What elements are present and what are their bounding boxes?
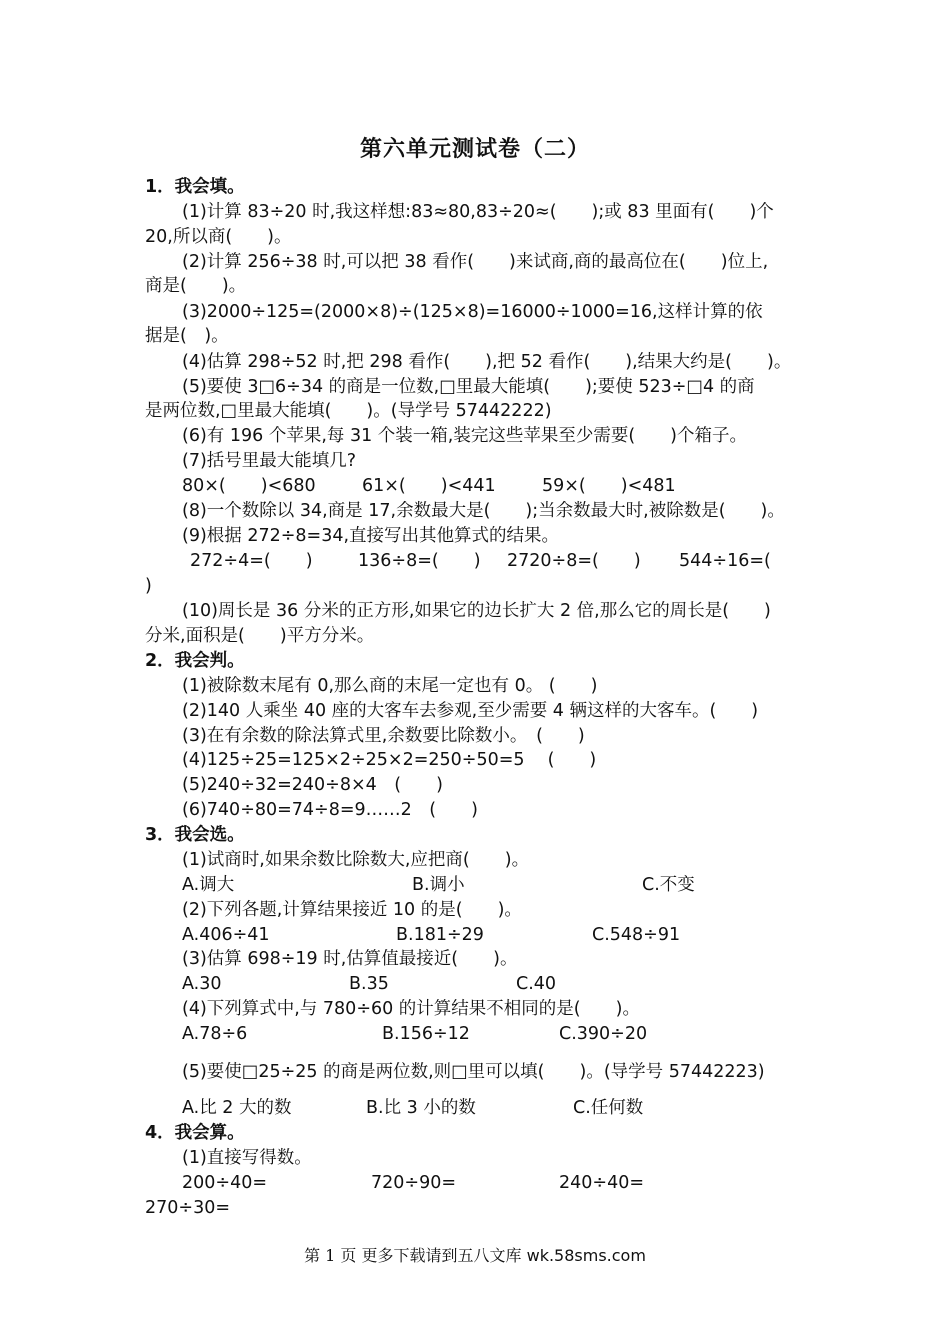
judge-item-6: (6)740÷80=74÷8=9……2 ( )	[182, 800, 478, 820]
question-1-7-expr-3: 59×( )<481	[542, 476, 676, 496]
question-1-5-line-1: (5)要使 3□6÷34 的商是一位数,□里最大能填( );要使 523÷□4 的商	[182, 377, 755, 397]
question-1-2-line-1: (2)计算 256÷38 时,可以把 38 看作( )来试商,商的最高位在( )位上,	[182, 252, 769, 272]
question-1-9-expr-1: 272÷4=( )	[190, 551, 313, 571]
choice-2-option-a: A.406÷41	[182, 925, 270, 945]
question-1-3-line-2: 据是( )。	[145, 326, 229, 346]
question-1-9-expr-2: 136÷8=( )	[358, 551, 481, 571]
judge-item-1: (1)被除数末尾有 0,那么商的末尾一定也有 0。 ( )	[182, 676, 598, 696]
question-1-5-line-2: 是两位数,□里最大能填( )。(导学号 57442222)	[145, 401, 552, 421]
choice-3-option-b: B.35	[349, 974, 389, 994]
judge-item-4: (4)125÷25=125×2÷25×2=250÷50=5 ( )	[182, 750, 597, 770]
choice-5-option-a: A.比 2 大的数	[182, 1098, 292, 1118]
choice-1-option-b: B.调小	[412, 875, 465, 895]
calc-expr-1: 200÷40=	[182, 1173, 267, 1193]
section-4-heading: 4．我会算。	[145, 1123, 245, 1143]
question-1-9-expr-3: 2720÷8=( )	[507, 551, 641, 571]
question-1-7-expr-1: 80×( )<680	[182, 476, 316, 496]
section-1-heading: 1．我会填。	[145, 177, 245, 197]
choice-2-option-b: B.181÷29	[396, 925, 484, 945]
choice-1-option-c: C.不变	[642, 875, 695, 895]
choice-question-3: (3)估算 698÷19 时,估算值最接近( )。	[182, 949, 518, 969]
choice-5-option-b: B.比 3 小的数	[366, 1098, 476, 1118]
judge-item-2: (2)140 人乘坐 40 座的大客车去参观,至少需要 4 辆这样的大客车。( )	[182, 701, 759, 721]
footer-link[interactable]: wk.58sms.com	[526, 1246, 646, 1265]
choice-3-option-c: C.40	[516, 974, 557, 994]
question-1-1-line-2: 20,所以商( )。	[145, 227, 292, 247]
choice-question-5: (5)要使□25÷25 的商是两位数,则□里可以填( )。(导学号 57442223)	[182, 1062, 765, 1082]
question-1-6: (6)有 196 个苹果,每 31 个装一箱,装完这些苹果至少需要( )个箱子。	[182, 426, 747, 446]
question-1-3-line-1: (3)2000÷125=(2000×8)÷(125×8)=16000÷1000=16,这样计算的依	[182, 302, 763, 322]
choice-question-1: (1)试商时,如果余数比除数大,应把商( )。	[182, 850, 530, 870]
question-1-9-expr-4: 544÷16=(	[679, 551, 771, 571]
section-3-heading: 3．我会选。	[145, 825, 245, 845]
page-footer	[0, 1243, 950, 1266]
section-2-heading: 2．我会判。	[145, 651, 245, 671]
choice-question-4: (4)下列算式中,与 780÷60 的计算结果不相同的是( )。	[182, 999, 640, 1019]
choice-4-option-a: A.78÷6	[182, 1024, 248, 1044]
question-1-7-expr-2: 61×( )<441	[362, 476, 496, 496]
footer-text: 第 1 页 更多下载请到五八文库	[304, 1246, 527, 1265]
calc-expr-4: 270÷30=	[145, 1198, 230, 1218]
choice-5-option-c: C.任何数	[573, 1098, 644, 1118]
calc-expr-3: 240÷40=	[559, 1173, 644, 1193]
judge-item-5: (5)240÷32=240÷8×4 ( )	[182, 775, 443, 795]
question-1-10-line-1: (10)周长是 36 分米的正方形,如果它的边长扩大 2 倍,那么它的周长是( )	[182, 601, 771, 621]
question-1-7: (7)括号里最大能填几?	[182, 451, 357, 471]
question-1-10-line-2: 分米,面积是( )平方分米。	[145, 626, 375, 646]
question-1-8: (8)一个数除以 34,商是 17,余数最大是( );当余数最大时,被除数是( )。	[182, 501, 785, 521]
choice-3-option-a: A.30	[182, 974, 222, 994]
page-title: 第六单元测试卷（二）	[359, 136, 590, 162]
choice-4-option-b: B.156÷12	[382, 1024, 470, 1044]
choice-1-option-a: A.调大	[182, 875, 235, 895]
question-1-1-line-1: (1)计算 83÷20 时,我这样想:83≈80,83÷20≈( );或 83 里面有( )个	[182, 202, 774, 222]
question-1-9: (9)根据 272÷8=34,直接写出其他算式的结果。	[182, 526, 560, 546]
calc-expr-2: 720÷90=	[371, 1173, 456, 1193]
question-1-2-line-2: 商是( )。	[145, 276, 247, 296]
choice-2-option-c: C.548÷91	[592, 925, 681, 945]
choice-4-option-c: C.390÷20	[559, 1024, 648, 1044]
judge-item-3: (3)在有余数的除法算式里,余数要比除数小。 ( )	[182, 726, 585, 746]
calc-question-1: (1)直接写得数。	[182, 1148, 312, 1168]
choice-question-2: (2)下列各题,计算结果接近 10 的是( )。	[182, 900, 522, 920]
question-1-9-wrap: )	[145, 576, 152, 596]
question-1-4: (4)估算 298÷52 时,把 298 看作( ),把 52 看作( ),结果大约是( )。	[182, 352, 792, 372]
